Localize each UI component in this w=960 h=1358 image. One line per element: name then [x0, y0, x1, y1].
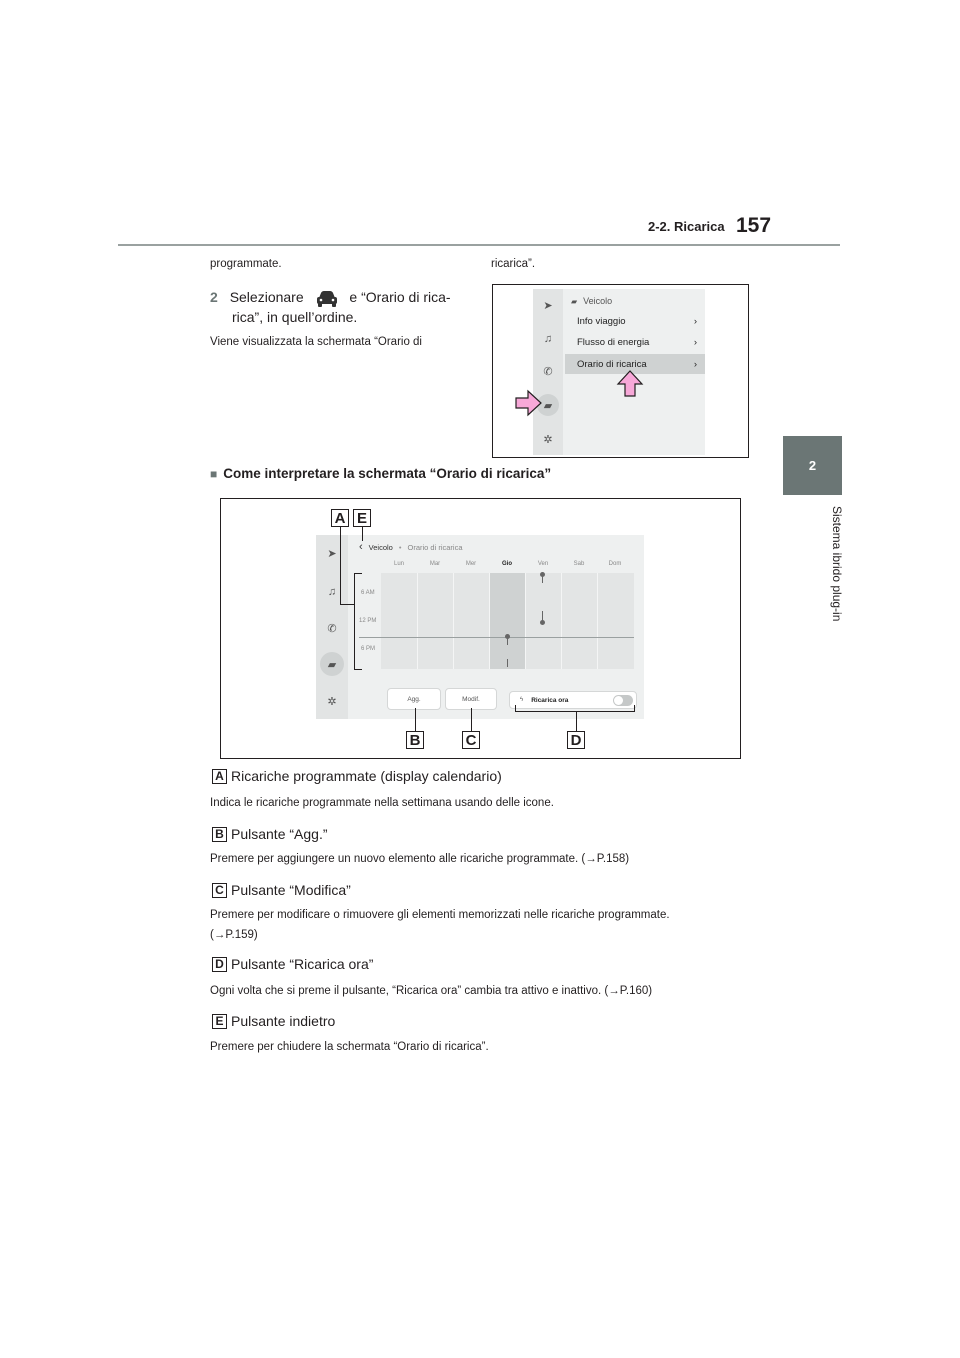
menu-screenshot	[492, 284, 749, 458]
charge-now-label: Ricarica ora	[531, 696, 569, 704]
bullet-square-icon: ■	[210, 466, 218, 481]
header-rule	[118, 244, 840, 246]
grid-divider	[597, 573, 598, 669]
time-label: 12 PM	[359, 618, 377, 624]
settings-icon[interactable]: ✲	[327, 695, 337, 708]
calendar-grid[interactable]	[381, 573, 634, 669]
menu-item-info-viaggio[interactable]	[565, 311, 705, 331]
callout-a: A	[331, 509, 349, 527]
step-note: Viene visualizzata la schermata “Orario di	[210, 336, 422, 348]
callout-e: E	[353, 509, 371, 527]
back-button[interactable]: ‹	[359, 541, 363, 553]
section-heading-text: Come interpretare la schermata “Orario di ricarica”	[223, 466, 552, 481]
grid-divider	[417, 573, 418, 669]
leader-line-e	[362, 527, 363, 541]
leader-line-a	[340, 527, 341, 605]
breadcrumb-separator: •	[398, 542, 402, 552]
day-label: Ven	[537, 561, 549, 567]
chevron-right-icon: ›	[693, 336, 697, 348]
menu-item-label: Info viaggio	[577, 315, 626, 327]
leader-line-a	[340, 604, 354, 605]
chapter-tab: 2	[783, 436, 842, 495]
breadcrumb-current: Orario di ricarica	[407, 542, 463, 552]
navigation-icon[interactable]: ➤	[327, 547, 337, 560]
charge-marker-dot	[540, 620, 545, 625]
step-text-c: rica”, in quell’ordine.	[232, 309, 358, 325]
legend-letter: B	[212, 827, 227, 842]
pointer-arrow-up-icon	[616, 369, 644, 397]
charge-now-toggle[interactable]	[613, 695, 633, 706]
music-icon[interactable]: ♫	[327, 586, 337, 598]
day-label: Dom	[608, 561, 622, 567]
settings-icon[interactable]: ✲	[543, 433, 553, 446]
day-headers	[381, 561, 633, 567]
charge-marker-dot	[540, 572, 545, 577]
navigation-icon[interactable]: ➤	[543, 299, 553, 312]
day-label: Lun	[393, 561, 404, 567]
car-icon: ▰	[571, 296, 578, 306]
phone-icon[interactable]: ✆	[543, 365, 553, 378]
day-label: Mer	[465, 561, 477, 567]
time-label: 6 AM	[361, 590, 375, 596]
grid-divider	[561, 573, 562, 669]
leader-line-c	[471, 708, 472, 731]
legend-letter: A	[212, 769, 227, 784]
intro-tail: programmate.	[210, 258, 282, 270]
car-icon: ▰	[327, 658, 337, 671]
vehicle-nav-button[interactable]	[320, 652, 344, 676]
legend-desc: Ogni volta che si preme il pulsante, “Ricarica ora” cambia tra attivo e inattivo. (→P.160)	[210, 985, 653, 997]
calendar-screenshot	[220, 498, 741, 759]
legend-item-e	[212, 1013, 335, 1029]
day-label: Mar	[429, 561, 441, 567]
callout-d: D	[567, 731, 585, 749]
step-text-b: e “Orario di rica-	[349, 289, 451, 305]
legend-desc: Premere per aggiungere un nuovo elemento alle ricariche programmate. (→P.158)	[210, 853, 630, 865]
plug-icon: ϟ	[520, 697, 524, 703]
legend-title: Pulsante indietro	[231, 1013, 336, 1029]
toggle-knob	[614, 696, 623, 705]
charge-marker	[507, 659, 508, 667]
page-number: 157	[736, 214, 772, 237]
legend-desc: Premere per chiudere la schermata “Orario di ricarica”.	[210, 1041, 489, 1053]
chevron-right-icon: ›	[693, 358, 697, 370]
legend-letter: C	[212, 883, 227, 898]
step-number: 2	[210, 289, 218, 305]
note-tail: ricarica”.	[491, 258, 536, 270]
chevron-right-icon: ›	[693, 315, 697, 327]
bracket-a	[354, 669, 362, 670]
menu-item-label: Orario di ricarica	[577, 358, 647, 370]
time-label: 6 PM	[361, 646, 376, 652]
chapter-title	[760, 506, 844, 646]
phone-icon[interactable]: ✆	[327, 622, 337, 635]
menu-header-label: Veicolo	[583, 296, 613, 306]
day-label: Sab	[573, 561, 585, 567]
charge-marker-dot	[505, 634, 510, 639]
grid-divider	[453, 573, 454, 669]
legend-item-d	[212, 956, 373, 972]
legend-item-c	[212, 882, 351, 898]
legend-desc-cont: (→P.159)	[210, 929, 258, 941]
section-heading	[210, 466, 551, 481]
day-label-selected: Gio	[502, 561, 512, 567]
legend-item-b	[212, 826, 328, 842]
pointer-arrow-right-icon	[515, 389, 543, 417]
legend-title: Pulsante “Modifica”	[231, 882, 351, 898]
grid-divider	[525, 573, 526, 669]
callout-b: B	[406, 731, 424, 749]
bracket-a	[354, 573, 362, 574]
bracket-a	[354, 573, 355, 669]
selected-day-column	[489, 573, 525, 669]
menu-header	[571, 296, 612, 306]
callout-c: C	[462, 731, 480, 749]
leader-line-d	[576, 712, 577, 731]
car-icon: ▰	[543, 399, 553, 412]
breadcrumb	[359, 541, 463, 553]
legend-title: Ricariche programmate (display calendario)	[231, 768, 502, 784]
leader-line-b	[415, 708, 416, 731]
step-text-a: Selezionare	[229, 289, 304, 305]
legend-letter: D	[212, 957, 227, 972]
add-button[interactable]: Agg.	[387, 688, 441, 710]
bracket-d	[515, 711, 635, 712]
edit-button[interactable]: Modif.	[445, 688, 497, 710]
grid-divider	[489, 573, 490, 669]
menu-item-label: Flusso di energia	[577, 336, 650, 348]
current-time-line	[359, 637, 634, 638]
section-title: 2-2. Ricarica	[648, 219, 725, 234]
legend-letter: E	[212, 1014, 227, 1029]
legend-title: Pulsante “Agg.”	[231, 826, 328, 842]
menu-item-flusso-energia[interactable]	[565, 332, 705, 352]
bracket-d	[515, 705, 516, 712]
legend-item-a	[212, 768, 502, 784]
music-icon[interactable]: ♫	[543, 333, 553, 345]
chapter-title-text: Sistema ibrido plug-in	[830, 506, 844, 622]
breadcrumb-parent: Veicolo	[368, 542, 393, 552]
legend-desc: Indica le ricariche programmate nella settimana usando delle icone.	[210, 797, 554, 809]
bracket-d	[634, 705, 635, 712]
legend-title: Pulsante “Ricarica ora”	[231, 956, 374, 972]
legend-desc: Premere per modificare o rimuovere gli elementi memorizzati nelle ricariche programmate.	[210, 909, 670, 921]
